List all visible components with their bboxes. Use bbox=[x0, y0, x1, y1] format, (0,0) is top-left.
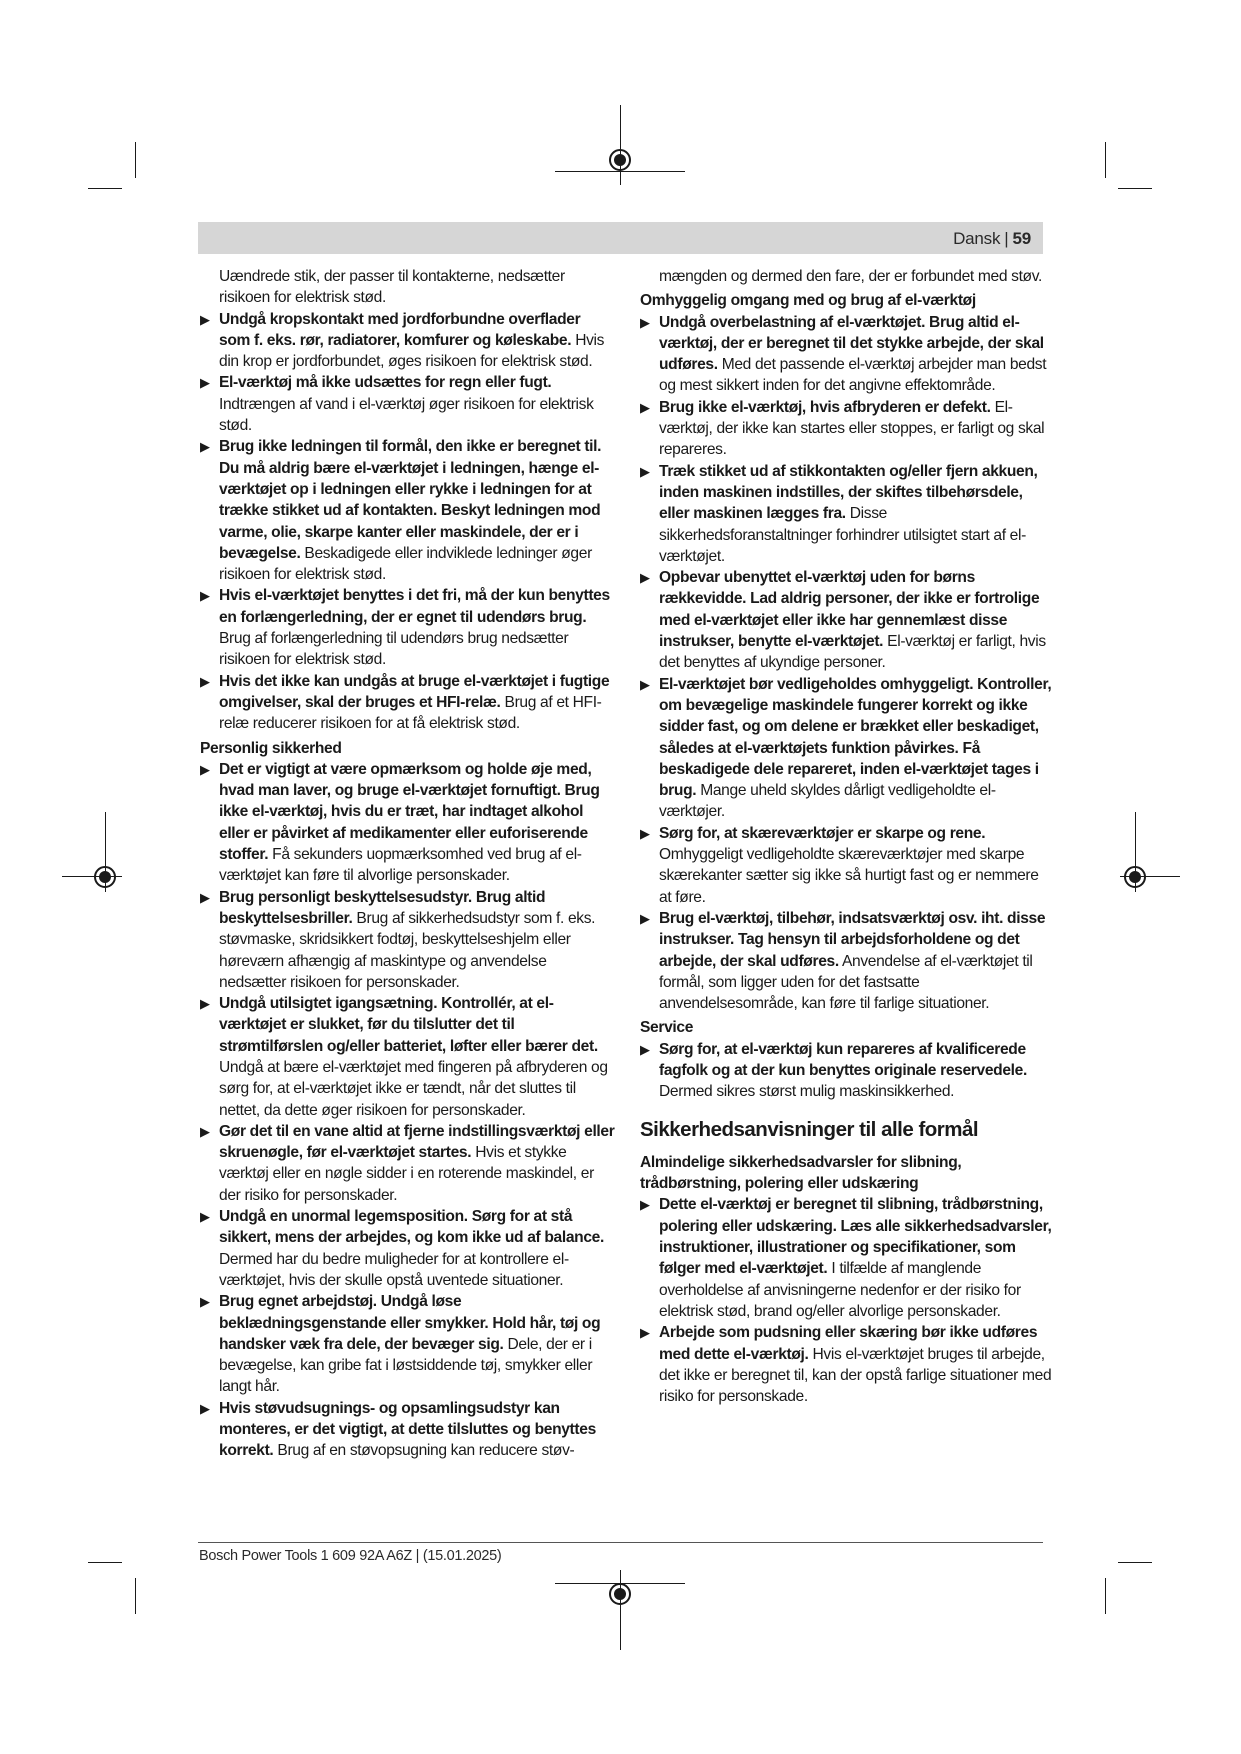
list-item: ▶ Sørg for, at el-værktøj kun repareres af kvalificerede fagfolk og at der kun benyttes originale reservedele. Dermed sikres størst mulig maskinsikkerhed. bbox=[640, 1040, 1027, 1101]
bullet-arrow-icon: ▶ bbox=[200, 439, 210, 455]
bullet-arrow-icon: ▶ bbox=[640, 825, 650, 841]
registration-mark-icon bbox=[94, 866, 116, 888]
bullet-arrow-icon: ▶ bbox=[200, 761, 210, 777]
page-header bbox=[953, 229, 1031, 249]
bullet-arrow-icon: ▶ bbox=[200, 1209, 210, 1225]
list-item: ▶ Hvis støvudsugnings- og opsamlingsudstyr kan monteres, er det vigtigt, at dette tilsluttes og benyttes korrekt. Brug af en støvopsugning kan reducere støv- bbox=[200, 1399, 596, 1460]
list-item: ▶ Sørg for, at skæreværktøjer er skarpe og rene. Omhyggeligt vedligeholdte skæreværktøjer med skarpe skærekanter sætter sig ikke så hurtigt fast og er nemmere at føre. bbox=[640, 824, 1039, 906]
section-heading-general-warnings: Almindelige sikkerhedsadvarsler for slibning, trådbørstning, polering eller udskæring bbox=[640, 1153, 962, 1193]
bullet-arrow-icon: ▶ bbox=[640, 676, 650, 692]
bullet-arrow-icon: ▶ bbox=[200, 1400, 210, 1416]
footer-imprint: Bosch Power Tools 1 609 92A A6Z | (15.01.2025) bbox=[199, 1548, 502, 1564]
list-item: ▶ Det er vigtigt at være opmærksom og holde øje med, hvad man laver, og bruge el-værktøjet fornuftigt. Brug ikke el-værktøj, hvis du er træt, har indtaget alkohol eller er påvirket af medikamenter eller euforiserende stoffer. Få sekunders uopmærksomhed ved brug af el-værktøjet kan føre til alvorlige personskader. bbox=[200, 760, 600, 885]
bullet-arrow-icon: ▶ bbox=[200, 311, 210, 327]
list-item: ▶ Brug egnet arbejdstøj. Undgå løse beklædningsgenstande eller smykker. Hold hår, tøj og handsker væk fra dele, der bevæger sig. Dele, der er i bevægelse, kan gribe fat i løstsiddende tøj, smykker eller langt hår. bbox=[200, 1293, 601, 1396]
list-item: ▶ El-værktøj må ikke udsættes for regn eller fugt. Indtrængen af vand i el-værktøj øger risikoen for elektrisk stød. bbox=[200, 374, 594, 435]
continued-paragraph: mængden og dermed den fare, der er forbundet med støv. bbox=[659, 268, 1043, 285]
bullet-arrow-icon: ▶ bbox=[640, 570, 650, 586]
list-item: ▶ Gør det til en vane altid at fjerne indstillingsværktøj eller skruenøgle, før el-værktøjet startes. Hvis et stykke værktøj eller en nøgle sidder i en roterende maskindel, er der risiko for personskader. bbox=[200, 1122, 615, 1204]
registration-mark-icon bbox=[609, 149, 631, 171]
bullet-arrow-icon: ▶ bbox=[640, 314, 650, 330]
list-item: ▶ Træk stikket ud af stikkontakten og/eller fjern akkuen, inden maskinen indstilles, der skiftes tilbehørsdele, eller maskinen lægges fra. Disse sikkerhedsforanstaltninger forhindrer utilsigtet start af el-værktøjet. bbox=[640, 462, 1038, 565]
left-column bbox=[200, 266, 615, 1462]
right-column bbox=[640, 266, 1052, 1407]
list-item: ▶ Dette el-værktøj er beregnet til slibning, trådbørstning, polering eller udskæring. Læs alle sikkerhedsadvarsler, instruktioner, illustrationer og specifikationer, som følger med el-værktøjet. I tilfælde af manglende overholdelse af anvisningerne nedenfor er der risiko for elektrisk stød, brand og/eller alvorlige personskader. bbox=[640, 1196, 1052, 1320]
bullet-arrow-icon: ▶ bbox=[640, 1325, 650, 1341]
list-item: ▶ Brug el-værktøj, tilbehør, indsatsværktøj osv. iht. disse instrukser. Tag hensyn til arbejdsforholdene og det arbejde, der skal udføres. Anvendelse af el-værktøjet til formål, som ligger uden for det fastsatte anvendelsesområde, kan føre til farlige situationer. bbox=[640, 909, 1046, 1013]
bullet-arrow-icon: ▶ bbox=[200, 375, 210, 391]
section-heading-tool-handling: Omhyggelig omgang med og brug af el-værktøj bbox=[640, 292, 976, 310]
list-item: ▶ El-værktøjet bør vedligeholdes omhyggeligt. Kontroller, om bevægelige maskindele fungerer korrekt og ikke sidder fast, og om delene er brækket eller beskadiget, således at el-værktøjets funktion påvirkes. Få beskadigede dele repareret, inden el-værktøjet tages i brug. Mange uheld skyldes dårligt vedligeholdte el-værktøjer. bbox=[640, 675, 1052, 821]
footer-divider bbox=[198, 1542, 1043, 1543]
list-item: ▶ Undgå en unormal legemsposition. Sørg for at stå sikkert, mens der arbejdes, og kom ikke ud af balance. Dermed har du bedre muligheder for at kontrollere el-værktøjet, hvis der skulle opstå uventede situationer. bbox=[200, 1208, 604, 1289]
registration-mark-icon bbox=[609, 1583, 631, 1605]
bullet-arrow-icon: ▶ bbox=[640, 1197, 650, 1213]
list-item: ▶ Brug ikke el-værktøj, hvis afbryderen er defekt. El-værktøj, der ikke kan startes eller stoppes, er farligt og skal repareres. bbox=[640, 398, 1045, 459]
bullet-arrow-icon: ▶ bbox=[200, 996, 210, 1012]
list-item: ▶ Undgå utilsigtet igangsætning. Kontrollér, at el-værktøjet er slukket, før du tilslutter det til strømtilførslen og/eller batteriet, løfter eller bærer det. Undgå at bære el-værktøjet med fingeren på afbryderen og sørg for, at el-værktøjet ikke er tændt, når det sluttes til nettet, da dette øger risikoen for personskader. bbox=[200, 995, 608, 1119]
list-item: ▶ Undgå kropskontakt med jordforbundne overflader som f. eks. rør, radiatorer, komfurer og køleskabe. Hvis din krop er jordforbundet, øges risikoen for elektrisk stød. bbox=[200, 310, 605, 371]
bullet-arrow-icon: ▶ bbox=[200, 588, 210, 604]
list-item: ▶ Brug personligt beskyttelsesudstyr. Brug altid beskyttelsesbriller. Brug af sikkerhedsudstyr som f. eks. støvmaske, skridsikkert fodtøj, beskyttelseshjelm eller høreværn afhængig af maskintype og anvendelse nedsætter risikoen for personskader. bbox=[200, 888, 596, 991]
list-item: ▶ Opbevar ubenyttet el-værktøj uden for børns rækkevidde. Lad aldrig personer, der ikke er fortrolige med el-værktøjet eller ikke har gennemlæst disse instrukser, benytte el-værktøjet. El-værktøj er farligt, hvis det benyttes af ukyndige personer. bbox=[640, 569, 1046, 672]
bullet-arrow-icon: ▶ bbox=[200, 1123, 210, 1139]
bullet-arrow-icon: ▶ bbox=[640, 463, 650, 479]
section-heading-personal-safety: Personlig sikkerhed bbox=[200, 739, 342, 757]
page-header-bar bbox=[198, 222, 1043, 254]
list-item: ▶ Hvis el-værktøjet benyttes i det fri, må der kun benyttes en forlængerledning, der er egnet til udendørs brug. Brug af forlængerledning til udendørs brug nedsætter risikoen for elektrisk stød. bbox=[200, 587, 610, 669]
header-separator: | bbox=[1004, 229, 1009, 248]
list-item: ▶ Brug ikke ledningen til formål, den ikke er beregnet til. Du må aldrig bære el-værktøjet i ledningen, hænge el-værktøjet op i ledningen eller rykke i ledningen for at trække stikket ud af kontakten. Beskyt ledningen mod varme, olie, skarpe kanter eller maskindele, der er i bevægelse. Beskadigede eller indviklede ledninger øger risikoen for elektrisk stød. bbox=[200, 438, 602, 584]
list-item: ▶ Hvis det ikke kan undgås at bruge el-værktøjet i fugtige omgivelser, skal der bruges et HFI-relæ. Brug af et HFI-relæ reducerer risikoen for at få elektrisk stød. bbox=[200, 672, 610, 733]
bullet-arrow-icon: ▶ bbox=[200, 889, 210, 905]
header-language: Dansk bbox=[953, 229, 1001, 248]
bullet-arrow-icon: ▶ bbox=[200, 673, 210, 689]
bullet-arrow-icon: ▶ bbox=[200, 1294, 210, 1310]
list-item: ▶ Arbejde som pudsning eller skæring bør ikke udføres med dette el-værktøj. Hvis el-værktøjet bruges til arbejde, det ikke er beregnet til, kan der opstå farlige situationer med risiko for personskade. bbox=[640, 1324, 1052, 1406]
bullet-arrow-icon: ▶ bbox=[640, 1041, 650, 1057]
bullet-arrow-icon: ▶ bbox=[640, 399, 650, 415]
bullet-arrow-icon: ▶ bbox=[640, 910, 650, 926]
chapter-heading: Sikkerhedsanvisninger til alle formål bbox=[640, 1117, 979, 1141]
registration-mark-icon bbox=[1124, 866, 1146, 888]
continued-paragraph: Uændrede stik, der passer til kontakterne, nedsætter risikoen for elektrisk stød. bbox=[219, 268, 565, 307]
list-item: ▶ Undgå overbelastning af el-værktøjet. Brug altid el-værktøj, der er beregnet til det stykke arbejde, der skal udføres. Med det passende el-værktøj arbejder man bedst og mest sikkert inden for det angivne effektområde. bbox=[640, 313, 1047, 395]
page-number: 59 bbox=[1012, 229, 1031, 248]
section-heading-service: Service bbox=[640, 1019, 694, 1037]
